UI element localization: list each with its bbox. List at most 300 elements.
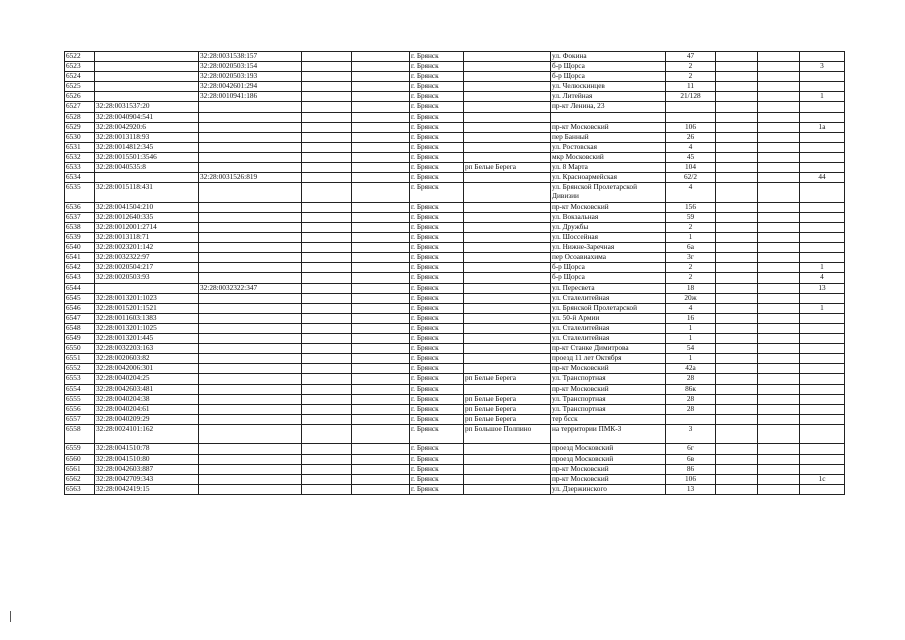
building-cadastral-cell: [199, 484, 302, 494]
empty-cell: [716, 173, 758, 183]
empty-cell: [758, 283, 800, 293]
settlement-cell: [464, 243, 551, 253]
house-number-cell: 47: [666, 52, 716, 62]
house-number-cell: 6в: [666, 454, 716, 464]
empty-cell: [352, 202, 410, 212]
settlement-cell: [464, 474, 551, 484]
empty-cell: [716, 263, 758, 273]
row-number-cell: 6545: [65, 293, 95, 303]
settlement-cell: рп Белые Берега: [464, 394, 551, 404]
empty-cell: [302, 454, 352, 464]
row-number-cell: 6562: [65, 474, 95, 484]
house-number-cell: 21/128: [666, 92, 716, 102]
row-number-cell: 6522: [65, 52, 95, 62]
row-number-cell: 6524: [65, 72, 95, 82]
empty-cell: [758, 303, 800, 313]
empty-cell: [302, 243, 352, 253]
empty-cell: [716, 122, 758, 132]
city-cell: г. Брянск: [410, 364, 464, 374]
city-cell: г. Брянск: [410, 52, 464, 62]
empty-cell: [352, 102, 410, 112]
empty-cell: [352, 414, 410, 424]
scan-edge-mark: [10, 611, 11, 622]
street-cell: ул. Транспортная: [551, 374, 666, 384]
house-number-cell: 59: [666, 212, 716, 222]
empty-cell: [302, 233, 352, 243]
cadastral-number-cell: 32:28:0040204:38: [95, 394, 199, 404]
building-cadastral-cell: [199, 394, 302, 404]
settlement-cell: [464, 283, 551, 293]
city-cell: г. Брянск: [410, 163, 464, 173]
empty-cell: [758, 52, 800, 62]
building-cadastral-cell: [199, 354, 302, 364]
empty-cell: [352, 283, 410, 293]
empty-cell: [302, 163, 352, 173]
settlement-cell: [464, 82, 551, 92]
cadastral-number-cell: 32:28:0042709:343: [95, 474, 199, 484]
table-row: [65, 202, 845, 212]
settlement-cell: [464, 334, 551, 344]
empty-cell: [758, 394, 800, 404]
cadastral-number-cell: 32:28:0020603:82: [95, 354, 199, 364]
building-cadastral-cell: 32:28:0020503:154: [199, 62, 302, 72]
house-number-cell: 4: [666, 303, 716, 313]
apartment-cell: [800, 112, 845, 122]
cadastral-number-cell: [95, 82, 199, 92]
empty-cell: [758, 173, 800, 183]
empty-cell: [302, 72, 352, 82]
cadastral-number-cell: [95, 52, 199, 62]
empty-cell: [758, 82, 800, 92]
city-cell: г. Брянск: [410, 394, 464, 404]
house-number-cell: 16: [666, 313, 716, 323]
table-row: [65, 82, 845, 92]
row-number-cell: 6551: [65, 354, 95, 364]
row-number-cell: 6555: [65, 394, 95, 404]
empty-cell: [352, 263, 410, 273]
city-cell: г. Брянск: [410, 72, 464, 82]
row-number-cell: 6540: [65, 243, 95, 253]
empty-cell: [352, 223, 410, 233]
street-cell: проезд Московский: [551, 444, 666, 454]
empty-cell: [302, 283, 352, 293]
empty-cell: [302, 253, 352, 263]
settlement-cell: рп Большое Полпино: [464, 424, 551, 444]
street-cell: ул. Пересвета: [551, 283, 666, 293]
row-number-cell: 6542: [65, 263, 95, 273]
empty-cell: [352, 364, 410, 374]
empty-cell: [352, 344, 410, 354]
empty-cell: [302, 152, 352, 162]
apartment-cell: [800, 102, 845, 112]
street-cell: ул. Ростовская: [551, 142, 666, 152]
table-row: [65, 313, 845, 323]
apartment-cell: 1а: [800, 122, 845, 132]
cadastral-number-cell: 32:28:0042419:15: [95, 484, 199, 494]
house-number-cell: 2: [666, 223, 716, 233]
apartment-cell: [800, 414, 845, 424]
settlement-cell: [464, 293, 551, 303]
street-cell: ул. Красноармейская: [551, 173, 666, 183]
street-cell: пр-кт Станке Димитрова: [551, 344, 666, 354]
street-cell: пер Осоавиахима: [551, 253, 666, 263]
house-number-cell: 1: [666, 334, 716, 344]
empty-cell: [352, 233, 410, 243]
empty-cell: [302, 112, 352, 122]
empty-cell: [352, 183, 410, 203]
house-number-cell: [666, 102, 716, 112]
empty-cell: [716, 293, 758, 303]
empty-cell: [758, 454, 800, 464]
row-number-cell: 6530: [65, 132, 95, 142]
apartment-cell: [800, 243, 845, 253]
house-number-cell: 86: [666, 464, 716, 474]
empty-cell: [758, 102, 800, 112]
street-cell: б-р Щорса: [551, 62, 666, 72]
cadastral-number-cell: 32:28:0040204:25: [95, 374, 199, 384]
street-cell: пр-кт Московский: [551, 122, 666, 132]
house-number-cell: 20ж: [666, 293, 716, 303]
building-cadastral-cell: [199, 454, 302, 464]
empty-cell: [302, 52, 352, 62]
empty-cell: [352, 394, 410, 404]
building-cadastral-cell: [199, 263, 302, 273]
settlement-cell: [464, 384, 551, 394]
row-number-cell: 6546: [65, 303, 95, 313]
empty-cell: [352, 243, 410, 253]
row-number-cell: 6556: [65, 404, 95, 414]
settlement-cell: [464, 72, 551, 82]
apartment-cell: [800, 464, 845, 474]
row-number-cell: 6527: [65, 102, 95, 112]
table-row: [65, 163, 845, 173]
table-row: [65, 424, 845, 444]
city-cell: г. Брянск: [410, 243, 464, 253]
table-row: [65, 364, 845, 374]
empty-cell: [352, 92, 410, 102]
house-number-cell: 1: [666, 233, 716, 243]
table-row: [65, 142, 845, 152]
house-number-cell: 4: [666, 183, 716, 203]
street-cell: ул. Сталелитейная: [551, 323, 666, 333]
empty-cell: [716, 424, 758, 444]
cadastral-number-cell: [95, 283, 199, 293]
building-cadastral-cell: [199, 464, 302, 474]
cadastral-number-cell: 32:28:0032203:163: [95, 344, 199, 354]
empty-cell: [352, 354, 410, 364]
row-number-cell: 6559: [65, 444, 95, 454]
row-number-cell: 6531: [65, 142, 95, 152]
house-number-cell: 42а: [666, 364, 716, 374]
table-row: [65, 233, 845, 243]
empty-cell: [352, 454, 410, 464]
table-row: [65, 384, 845, 394]
empty-cell: [302, 183, 352, 203]
empty-cell: [716, 142, 758, 152]
settlement-cell: [464, 263, 551, 273]
city-cell: г. Брянск: [410, 384, 464, 394]
table-row: [65, 253, 845, 263]
empty-cell: [302, 62, 352, 72]
house-number-cell: 28: [666, 374, 716, 384]
apartment-cell: [800, 424, 845, 444]
building-cadastral-cell: [199, 364, 302, 374]
empty-cell: [716, 464, 758, 474]
empty-cell: [716, 404, 758, 414]
building-cadastral-cell: 32:28:0010941:186: [199, 92, 302, 102]
row-number-cell: 6526: [65, 92, 95, 102]
empty-cell: [758, 263, 800, 273]
street-cell: пр-кт Московский: [551, 474, 666, 484]
apartment-cell: [800, 212, 845, 222]
empty-cell: [716, 454, 758, 464]
building-cadastral-cell: 32:28:0020503:193: [199, 72, 302, 82]
empty-cell: [758, 212, 800, 222]
row-number-cell: 6549: [65, 334, 95, 344]
apartment-cell: [800, 354, 845, 364]
building-cadastral-cell: 32:28:0031526:819: [199, 173, 302, 183]
row-number-cell: 6535: [65, 183, 95, 203]
apartment-cell: [800, 394, 845, 404]
empty-cell: [758, 92, 800, 102]
empty-cell: [302, 142, 352, 152]
empty-cell: [302, 404, 352, 414]
city-cell: г. Брянск: [410, 82, 464, 92]
street-cell: б-р Щорса: [551, 263, 666, 273]
empty-cell: [758, 344, 800, 354]
empty-cell: [716, 273, 758, 283]
apartment-cell: [800, 313, 845, 323]
street-cell: мкр Московский: [551, 152, 666, 162]
empty-cell: [716, 323, 758, 333]
table-row: [65, 454, 845, 464]
building-cadastral-cell: [199, 122, 302, 132]
apartment-cell: 1с: [800, 474, 845, 484]
building-cadastral-cell: [199, 112, 302, 122]
row-number-cell: 6528: [65, 112, 95, 122]
empty-cell: [352, 323, 410, 333]
city-cell: г. Брянск: [410, 273, 464, 283]
empty-cell: [302, 384, 352, 394]
house-number-cell: 1: [666, 323, 716, 333]
cadastral-number-cell: 32:28:0042920:6: [95, 122, 199, 132]
city-cell: г. Брянск: [410, 374, 464, 384]
building-cadastral-cell: [199, 142, 302, 152]
cadastral-number-cell: 32:28:0024101:162: [95, 424, 199, 444]
empty-cell: [758, 464, 800, 474]
empty-cell: [352, 334, 410, 344]
empty-cell: [716, 414, 758, 424]
empty-cell: [716, 283, 758, 293]
empty-cell: [716, 152, 758, 162]
empty-cell: [302, 212, 352, 222]
building-cadastral-cell: [199, 202, 302, 212]
settlement-cell: [464, 202, 551, 212]
street-cell: ул. Дружбы: [551, 223, 666, 233]
cadastral-number-cell: 32:28:0015501:3546: [95, 152, 199, 162]
apartment-cell: 1: [800, 263, 845, 273]
building-cadastral-cell: 32:28:0042601:294: [199, 82, 302, 92]
cadastral-number-cell: 32:28:0040904:541: [95, 112, 199, 122]
cadastral-number-cell: 32:28:0023201:142: [95, 243, 199, 253]
table-row: [65, 323, 845, 333]
table-row: [65, 132, 845, 142]
settlement-cell: [464, 183, 551, 203]
settlement-cell: [464, 253, 551, 263]
table-row: [65, 293, 845, 303]
city-cell: г. Брянск: [410, 212, 464, 222]
house-number-cell: 28: [666, 404, 716, 414]
empty-cell: [352, 132, 410, 142]
row-number-cell: 6561: [65, 464, 95, 474]
city-cell: г. Брянск: [410, 354, 464, 364]
empty-cell: [758, 444, 800, 454]
house-number-cell: 2: [666, 273, 716, 283]
empty-cell: [758, 72, 800, 82]
settlement-cell: рп Белые Берега: [464, 404, 551, 414]
empty-cell: [302, 354, 352, 364]
city-cell: г. Брянск: [410, 313, 464, 323]
table-row: [65, 92, 845, 102]
city-cell: г. Брянск: [410, 454, 464, 464]
table-row: [65, 303, 845, 313]
empty-cell: [302, 303, 352, 313]
apartment-cell: 4: [800, 273, 845, 283]
building-cadastral-cell: [199, 334, 302, 344]
table-row: [65, 72, 845, 82]
city-cell: г. Брянск: [410, 233, 464, 243]
house-number-cell: 62/2: [666, 173, 716, 183]
house-number-cell: 3г: [666, 253, 716, 263]
table-row: [65, 444, 845, 454]
city-cell: г. Брянск: [410, 404, 464, 414]
row-number-cell: 6539: [65, 233, 95, 243]
cadastral-number-cell: 32:28:0041510:78: [95, 444, 199, 454]
house-number-cell: 104: [666, 163, 716, 173]
building-cadastral-cell: [199, 132, 302, 142]
building-cadastral-cell: [199, 293, 302, 303]
street-cell: б-р Щорса: [551, 72, 666, 82]
apartment-cell: [800, 344, 845, 354]
apartment-cell: [800, 132, 845, 142]
city-cell: г. Брянск: [410, 474, 464, 484]
empty-cell: [716, 394, 758, 404]
settlement-cell: [464, 142, 551, 152]
street-cell: [551, 112, 666, 122]
city-cell: г. Брянск: [410, 444, 464, 454]
settlement-cell: рп Белые Берега: [464, 414, 551, 424]
city-cell: г. Брянск: [410, 142, 464, 152]
empty-cell: [302, 484, 352, 494]
cadastral-number-cell: 32:28:0040204:61: [95, 404, 199, 414]
empty-cell: [758, 142, 800, 152]
empty-cell: [302, 414, 352, 424]
street-cell: тер бсск: [551, 414, 666, 424]
apartment-cell: [800, 293, 845, 303]
house-number-cell: 106: [666, 122, 716, 132]
empty-cell: [302, 173, 352, 183]
house-number-cell: 156: [666, 202, 716, 212]
empty-cell: [302, 273, 352, 283]
empty-cell: [758, 152, 800, 162]
settlement-cell: [464, 223, 551, 233]
empty-cell: [716, 212, 758, 222]
empty-cell: [758, 384, 800, 394]
empty-cell: [352, 424, 410, 444]
table-row: [65, 112, 845, 122]
empty-cell: [716, 303, 758, 313]
settlement-cell: [464, 444, 551, 454]
house-number-cell: 6г: [666, 444, 716, 454]
empty-cell: [302, 474, 352, 484]
empty-cell: [352, 112, 410, 122]
cadastral-number-cell: 32:28:0041510:80: [95, 454, 199, 464]
apartment-cell: [800, 364, 845, 374]
settlement-cell: [464, 62, 551, 72]
building-cadastral-cell: [199, 313, 302, 323]
table-row: [65, 212, 845, 222]
empty-cell: [758, 414, 800, 424]
settlement-cell: [464, 132, 551, 142]
settlement-cell: рп Белые Берега: [464, 163, 551, 173]
city-cell: г. Брянск: [410, 414, 464, 424]
row-number-cell: 6548: [65, 323, 95, 333]
empty-cell: [716, 202, 758, 212]
empty-cell: [758, 424, 800, 444]
cadastral-number-cell: [95, 62, 199, 72]
empty-cell: [716, 334, 758, 344]
empty-cell: [716, 444, 758, 454]
empty-cell: [302, 323, 352, 333]
empty-cell: [352, 52, 410, 62]
empty-cell: [716, 163, 758, 173]
city-cell: г. Брянск: [410, 122, 464, 132]
table-row: [65, 484, 845, 494]
empty-cell: [716, 354, 758, 364]
empty-cell: [758, 374, 800, 384]
table-row: [65, 102, 845, 112]
empty-cell: [352, 404, 410, 414]
house-number-cell: 45: [666, 152, 716, 162]
empty-cell: [716, 243, 758, 253]
apartment-cell: 13: [800, 283, 845, 293]
building-cadastral-cell: [199, 303, 302, 313]
cadastral-number-cell: 32:28:0031537:20: [95, 102, 199, 112]
house-number-cell: 11: [666, 82, 716, 92]
row-number-cell: 6541: [65, 253, 95, 263]
empty-cell: [716, 253, 758, 263]
row-number-cell: 6536: [65, 202, 95, 212]
empty-cell: [352, 313, 410, 323]
empty-cell: [352, 253, 410, 263]
empty-cell: [302, 92, 352, 102]
cadastral-number-cell: 32:28:0012640:335: [95, 212, 199, 222]
house-number-cell: 86к: [666, 384, 716, 394]
table-row: [65, 344, 845, 354]
building-cadastral-cell: [199, 424, 302, 444]
empty-cell: [716, 474, 758, 484]
empty-cell: [758, 122, 800, 132]
empty-cell: [352, 484, 410, 494]
cadastral-number-cell: 32:28:0014812:345: [95, 142, 199, 152]
empty-cell: [352, 82, 410, 92]
row-number-cell: 6537: [65, 212, 95, 222]
settlement-cell: [464, 303, 551, 313]
empty-cell: [302, 102, 352, 112]
empty-cell: [302, 424, 352, 444]
apartment-cell: [800, 444, 845, 454]
apartment-cell: [800, 52, 845, 62]
